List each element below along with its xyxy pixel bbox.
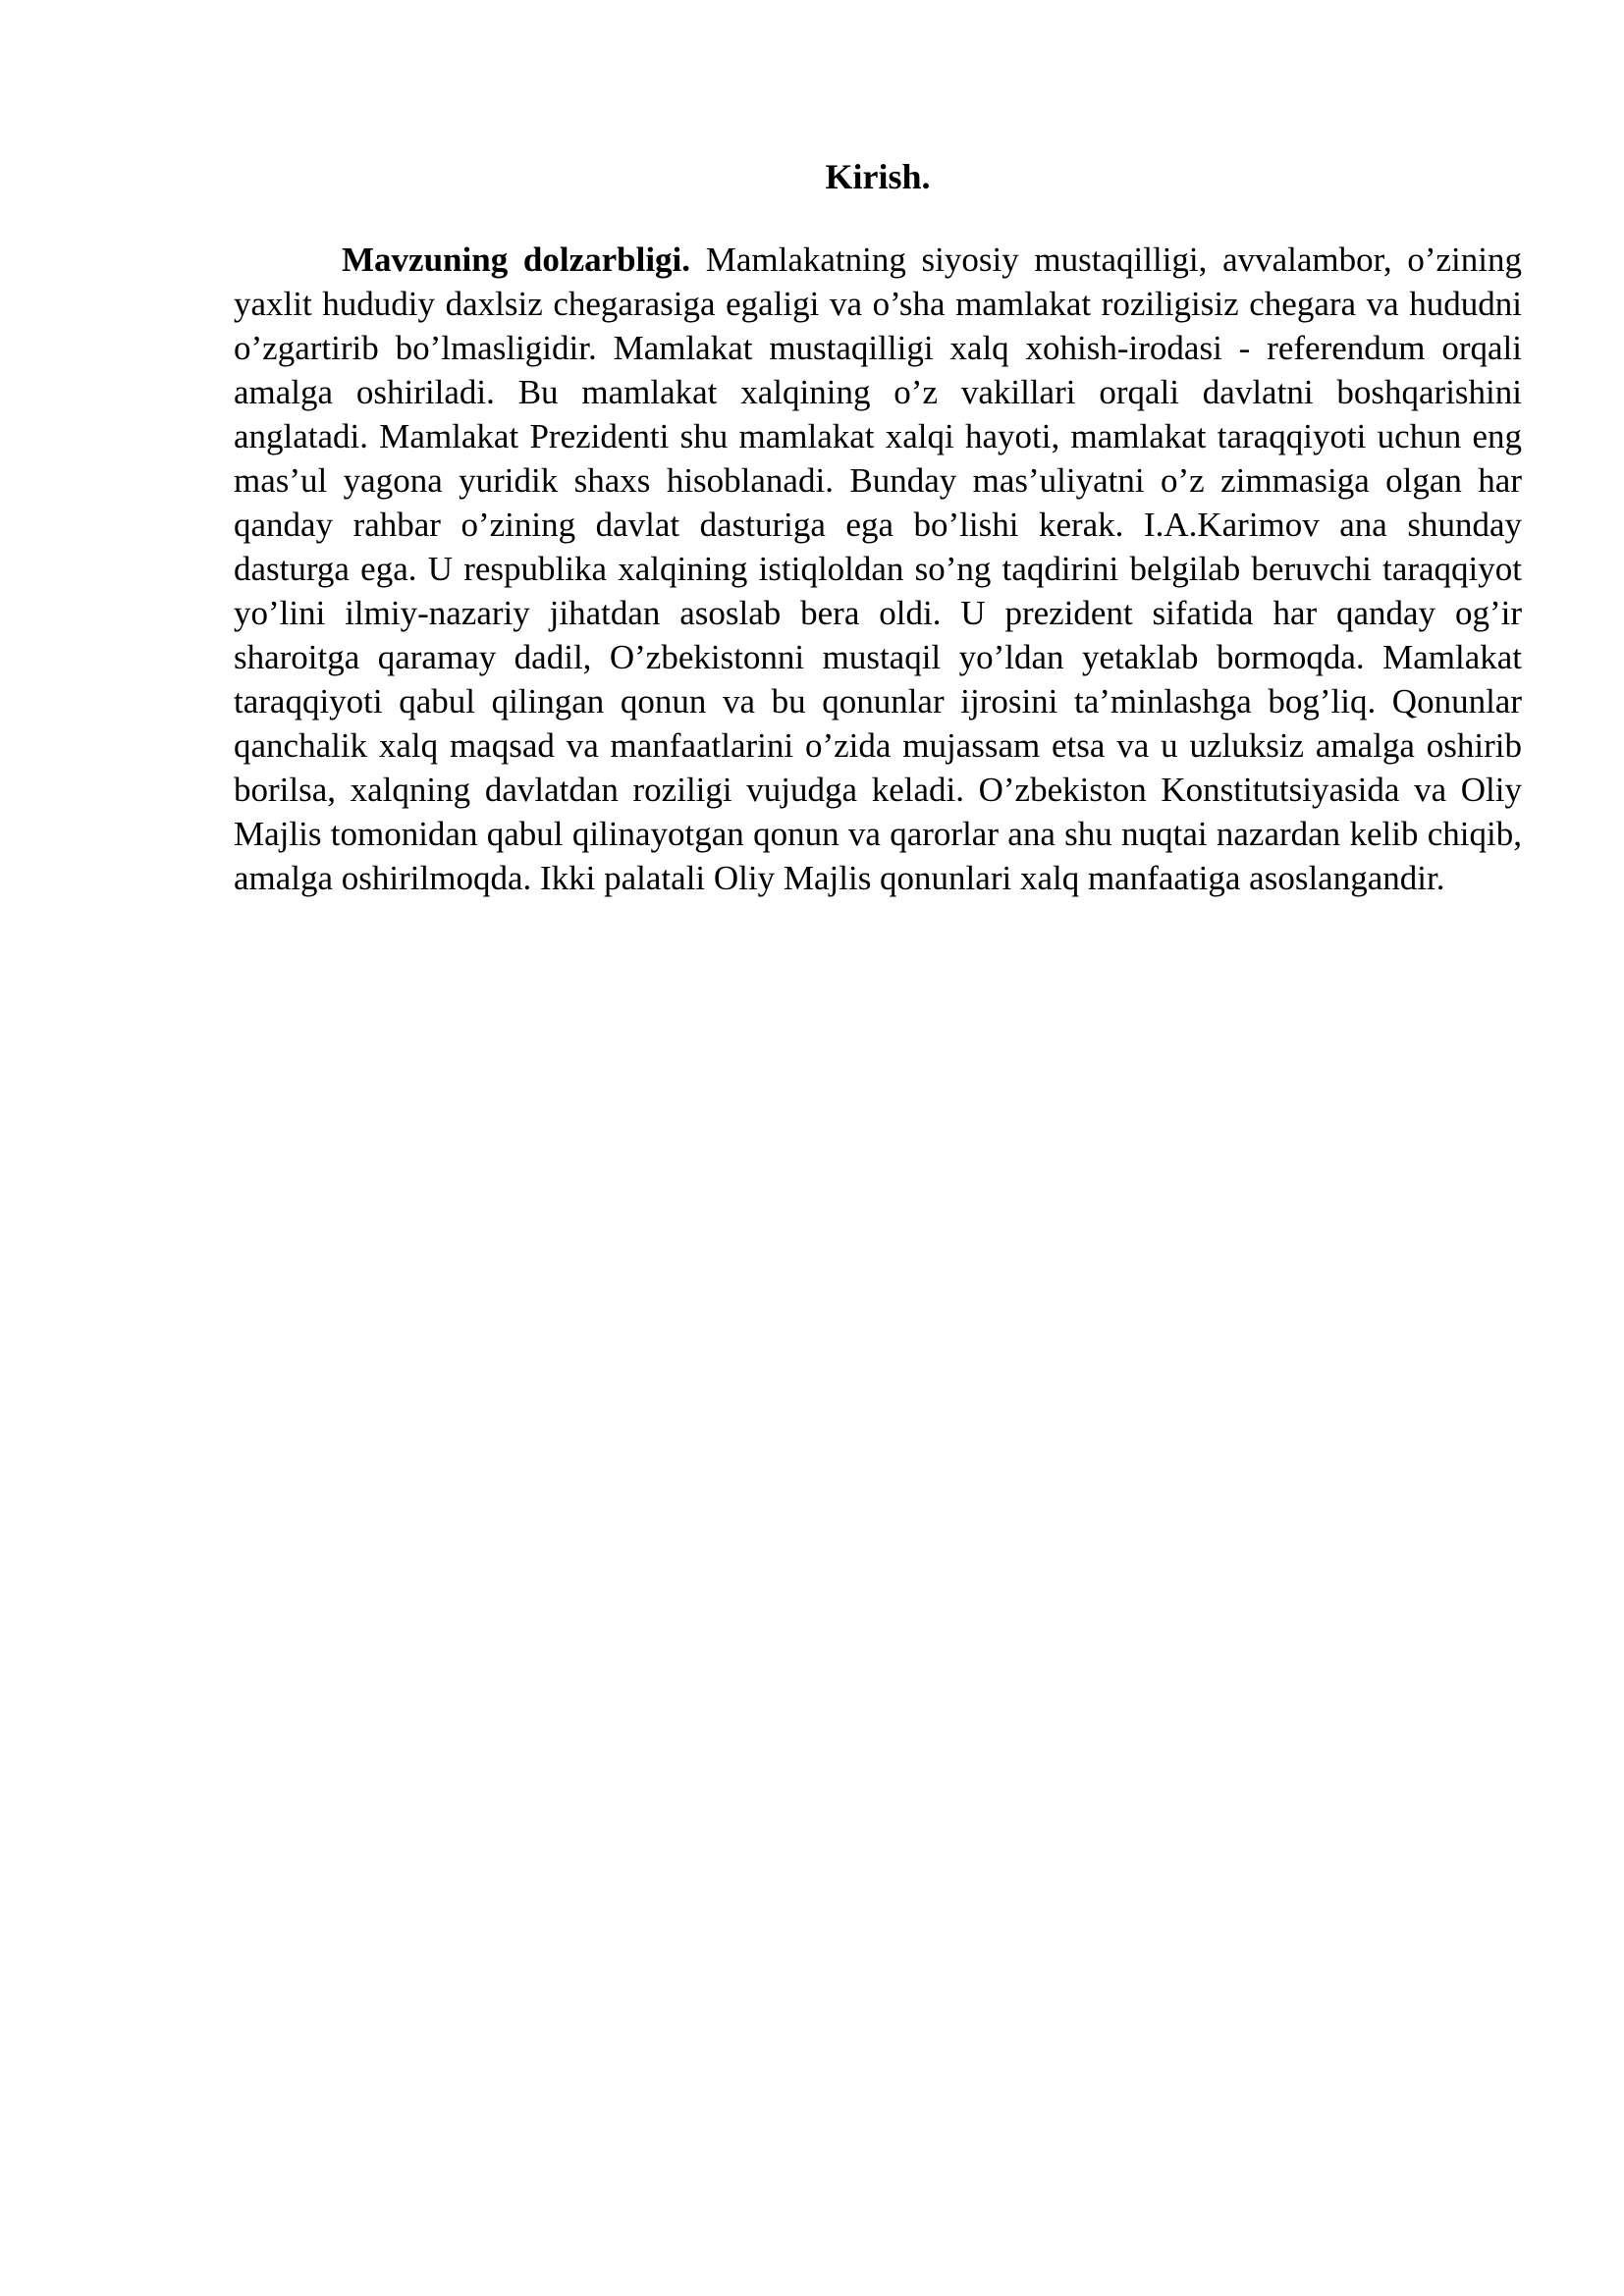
page-title: Kirish. bbox=[825, 157, 931, 196]
body-paragraph bbox=[234, 238, 1522, 900]
paragraph-text: Mamlakatning siyosiy mustaqilligi, avvalambor, o’zining yaxlit hududiy daxlsiz chegarasiga egaligi va o’sha mamlakat roziligisiz chegara va hududni o’zgartirib bo’lmasligidir. Mamlakat mustaqilligi xalq xohish-irodasi - referendum orqali amalga oshiriladi. Bu mamlakat xalqining o’z vakillari orqali davlatni boshqarishini anglatadi. Mamlakat Prezidenti shu mamlakat xalqi hayoti, mamlakat taraqqiyoti uchun eng mas’ul yagona yuridik shaxs hisoblanadi. Bunday mas’uliyatni o’z zimmasiga olgan har qanday rahbar o’zining davlat dasturiga ega bo’lishi kerak. I.A.Karimov ana shunday dasturga ega. U respublika xalqining istiqloldan so’ng taqdirini belgilab beruvchi taraqqiyot yo’lini ilmiy-nazariy jihatdan asoslab bera oldi. U prezident sifatida har qanday og’ir sharoitga qaramay dadil, O’zbekistonni mustaqil yo’ldan yetaklab bormoqda. Mamlakat taraqqiyoti qabul qilingan qonun va bu qonunlar ijrosini ta’minlashga bog’liq. Qonunlar qanchalik xalq maqsad va manfaatlarini o’zida mujassam etsa va u uzluksiz amalga oshirib borilsa, xalqning davlatdan roziligi vujudga keladi. O’zbekiston Konstitutsiyasida va Oliy Majlis tomonidan qabul qilinayotgan qonun va qarorlar ana shu nuqtai nazardan kelib chiqib, amalga oshirilmoqda. Ikki palatali Oliy Majlis qonunlari xalq manfaatiga asoslangandir. bbox=[234, 240, 1522, 897]
paragraph-lead: Mavzuning dolzarbligi. bbox=[342, 240, 691, 279]
